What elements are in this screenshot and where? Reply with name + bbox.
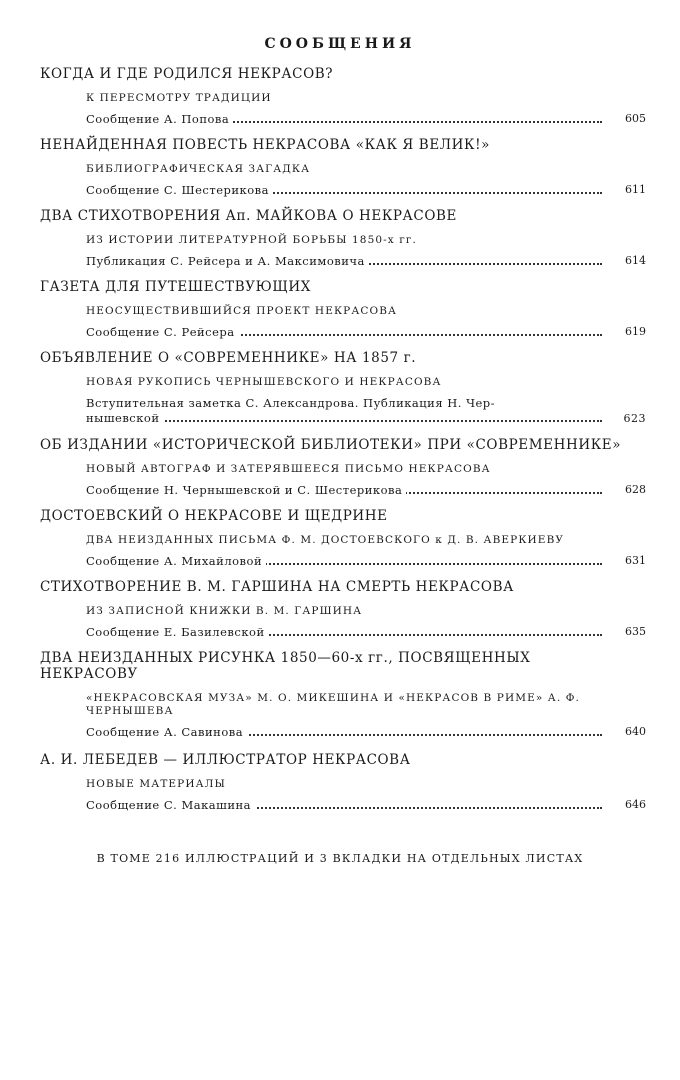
- entry-page-number: 640: [625, 725, 646, 738]
- toc-entry: [40, 579, 650, 639]
- entry-subtitle: НОВАЯ РУКОПИСЬ ЧЕРНЫШЕВСКОГО И НЕКРАСОВА: [86, 376, 442, 388]
- entry-title: КОГДА И ГДЕ РОДИЛСЯ НЕКРАСОВ?: [40, 66, 334, 82]
- entry-page-number: 623: [623, 412, 646, 425]
- entry-title: ОБ ИЗДАНИИ «ИСТОРИЧЕСКОЙ БИБЛИОТЕКИ» ПРИ «СОВРЕМЕННИКЕ»: [40, 437, 622, 453]
- toc-entry: [40, 66, 650, 126]
- entry-title: СТИХОТВОРЕНИЕ В. М. ГАРШИНА НА СМЕРТЬ НЕКРАСОВА: [40, 579, 514, 595]
- toc-entry: [40, 650, 650, 739]
- entry-credit-continuation: [86, 411, 646, 426]
- toc-entry: [40, 279, 650, 339]
- entry-page-number: 646: [625, 798, 646, 811]
- entry-credit: Сообщение Н. Чернышевской и С. Шестерикова: [86, 483, 406, 497]
- entry-credit-block: [86, 396, 646, 426]
- entry-title: НЕНАЙДЕННАЯ ПОВЕСТЬ НЕКРАСОВА «КАК Я ВЕЛИК!»: [40, 137, 490, 153]
- entry-page-number: 611: [625, 183, 646, 196]
- entry-title: ДВА СТИХОТВОРЕНИЯ Ап. МАЙКОВА О НЕКРАСОВЕ: [40, 208, 457, 224]
- entry-page-number: 631: [625, 554, 646, 567]
- toc-entry: [40, 350, 650, 426]
- entry-credit: Сообщение С. Макашина: [86, 798, 255, 812]
- entry-credit-line: [86, 183, 646, 197]
- entry-credit-line2: нышевской: [86, 411, 164, 426]
- entry-subtitle: ИЗ ЗАПИСНОЙ КНИЖКИ В. М. ГАРШИНА: [86, 605, 363, 617]
- entry-credit-line: [86, 483, 646, 497]
- entry-page-number: 614: [625, 254, 646, 267]
- section-heading: СООБЩЕНИЯ: [264, 36, 416, 52]
- entry-subtitle: НОВЫЕ МАТЕРИАЛЫ: [86, 778, 226, 790]
- entry-subtitle: «НЕКРАСОВСКАЯ МУЗА» М. О. МИКЕШИНА И «НЕКРАСОВ В РИМЕ» А. Ф. ЧЕРНЫШЕВА: [86, 692, 580, 717]
- entry-credit-line: [86, 625, 646, 639]
- entry-credit-line: [86, 725, 646, 739]
- entry-title: ДОСТОЕВСКИЙ О НЕКРАСОВЕ И ЩЕДРИНЕ: [40, 508, 388, 524]
- entry-title: ГАЗЕТА ДЛЯ ПУТЕШЕСТВУЮЩИХ: [40, 279, 311, 295]
- entry-credit: Сообщение А. Попова: [86, 112, 233, 126]
- entry-subtitle: К ПЕРЕСМОТРУ ТРАДИЦИИ: [86, 92, 272, 104]
- entry-subtitle: НЕОСУЩЕСТВИВШИЙСЯ ПРОЕКТ НЕКРАСОВА: [86, 305, 398, 317]
- entry-page-number: 628: [625, 483, 646, 496]
- toc-entry: [40, 508, 650, 568]
- entry-credit-line: [86, 798, 646, 812]
- toc-entry: [40, 752, 650, 812]
- entry-credit: Сообщение Е. Базилевской: [86, 625, 269, 639]
- entry-title: А. И. ЛЕБЕДЕВ — ИЛЛЮСТРАТОР НЕКРАСОВА: [40, 752, 411, 768]
- entry-credit: Сообщение С. Шестерикова: [86, 183, 273, 197]
- entry-subtitle: НОВЫЙ АВТОГРАФ И ЗАТЕРЯВШЕЕСЯ ПИСЬМО НЕКРАСОВА: [86, 463, 491, 475]
- entry-title: ДВА НЕИЗДАННЫХ РИСУНКА 1850—60-х гг., ПОСВЯЩЕННЫХ НЕКРАСОВУ: [40, 650, 531, 682]
- toc-entry: [40, 437, 650, 497]
- entry-credit: Публикация С. Рейсера и А. Максимовича: [86, 254, 369, 268]
- entry-credit-line: [86, 325, 646, 339]
- entry-subtitle: ИЗ ИСТОРИИ ЛИТЕРАТУРНОЙ БОРЬБЫ 1850-х гг.: [86, 234, 417, 246]
- entry-subtitle: БИБЛИОГРАФИЧЕСКАЯ ЗАГАДКА: [86, 163, 311, 175]
- entry-page-number: 619: [625, 325, 646, 338]
- entry-title: ОБЪЯВЛЕНИЕ О «СОВРЕМЕННИКЕ» НА 1857 г.: [40, 350, 417, 366]
- entry-page-number: 635: [625, 625, 646, 638]
- toc-entry: [40, 208, 650, 268]
- entry-credit-line: [86, 554, 646, 568]
- entry-subtitle: ДВА НЕИЗДАННЫХ ПИСЬМА Ф. М. ДОСТОЕВСКОГО к Д. В. АВЕРКИЕВУ: [86, 534, 565, 546]
- illustrations-note: В ТОМЕ 216 ИЛЛЮСТРАЦИЙ И 3 ВКЛАДКИ НА ОТДЕЛЬНЫХ ЛИСТАХ: [96, 852, 584, 865]
- entry-credit-line1: Вступительная заметка С. Александрова. Публикация Н. Чер-: [86, 396, 496, 410]
- entry-page-number: 605: [625, 112, 646, 125]
- entry-credit: Сообщение А. Михайловой: [86, 554, 266, 568]
- toc-entry: [40, 137, 650, 197]
- entry-credit-line: [86, 112, 646, 126]
- entry-credit-line: [86, 254, 646, 268]
- entry-credit: Сообщение С. Рейсера: [86, 325, 239, 339]
- entry-credit: Сообщение А. Савинова: [86, 725, 247, 739]
